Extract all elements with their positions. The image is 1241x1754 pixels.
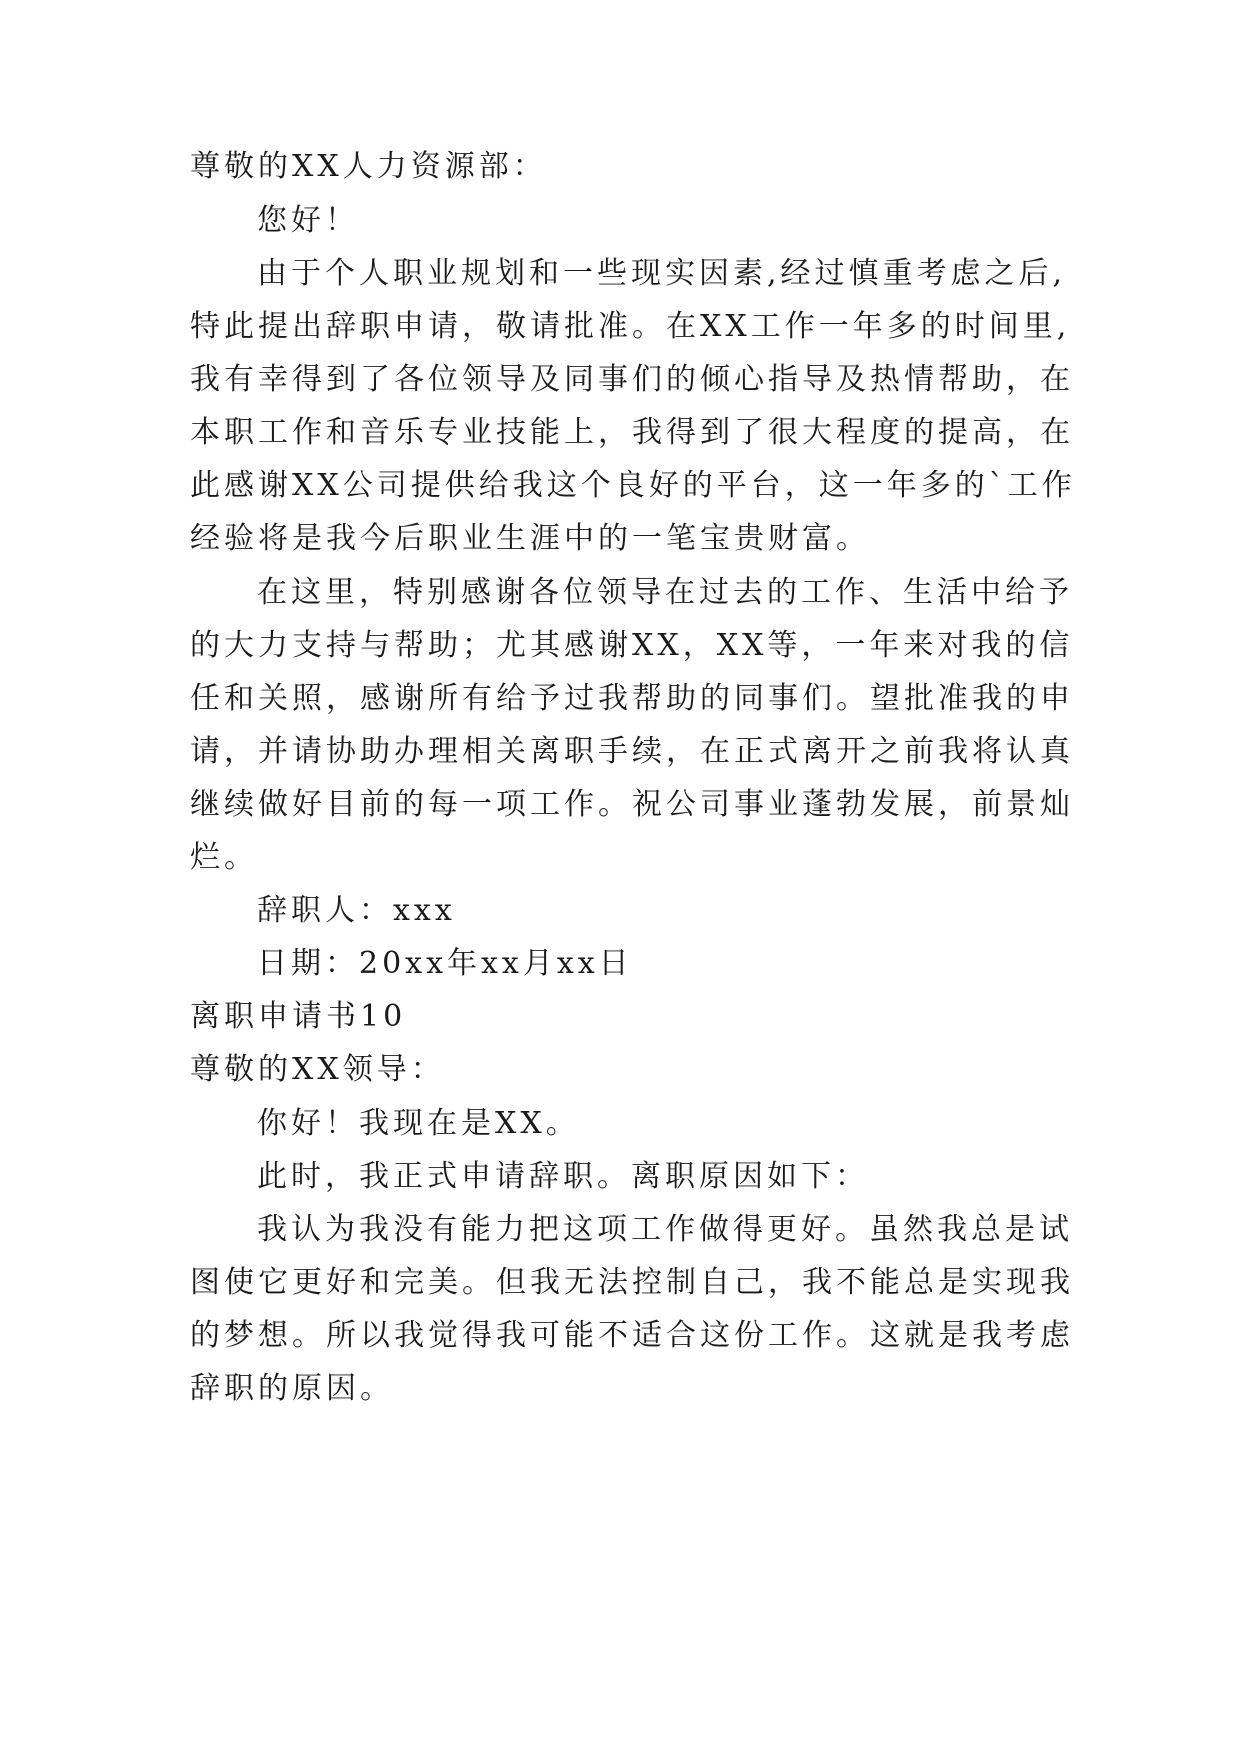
paragraph-line: 我有幸得到了各位领导及同事们的倾心指导及热情帮助，在 xyxy=(190,362,1074,397)
greeting: 你好！我现在是XX。 xyxy=(257,1106,580,1141)
paragraph-line: 图使它更好和完美。但我无法控制自己，我不能总是实现我 xyxy=(190,1265,1074,1300)
paragraph-line: 任和关照，感谢所有给予过我帮助的同事们。望批准我的申 xyxy=(190,681,1074,716)
section-title: 离职申请书10 xyxy=(190,999,407,1034)
paragraph-line: 继续做好目前的每一项工作。祝公司事业蓬勃发展，前景灿 xyxy=(190,787,1074,822)
paragraph-line: 经验将是我今后职业生涯中的一笔宝贵财富。 xyxy=(190,521,870,556)
paragraph-line: 请，并请协助办理相关离职手续，在正式离开之前我将认真 xyxy=(190,734,1074,769)
salutation: 尊敬的XX领导： xyxy=(190,1052,445,1087)
paragraph-line: 烂。 xyxy=(190,840,258,875)
paragraph-line: 的梦想。所以我觉得我可能不适合这份工作。这就是我考虑 xyxy=(190,1318,1074,1353)
greeting: 您好！ xyxy=(257,203,359,238)
signer: 辞职人：xxx xyxy=(257,893,456,928)
paragraph-line: 在这里，特别感谢各位领导在过去的工作、生活中给予 xyxy=(257,575,1073,610)
paragraph-line: 特此提出辞职申请，敬请批准。在XX工作一年多的时间里, xyxy=(190,309,1071,344)
paragraph-line: 由于个人职业规划和一些现实因素,经过慎重考虑之后, xyxy=(257,256,1067,291)
paragraph-line: 辞职的原因。 xyxy=(190,1371,394,1406)
paragraph-line: 我认为我没有能力把这项工作做得更好。虽然我总是试 xyxy=(257,1212,1073,1247)
date: 日期：20xx年xx月xx日 xyxy=(257,946,633,981)
intro-line: 此时，我正式申请辞职。离职原因如下： xyxy=(257,1159,869,1194)
paragraph-line: 本职工作和音乐专业技能上，我得到了很大程度的提高，在 xyxy=(190,415,1074,450)
paragraph-line: 此感谢XX公司提供给我这个良好的平台，这一年多的`工作 xyxy=(190,468,1076,503)
paragraph-line: 的大力支持与帮助；尤其感谢XX，XX等，一年来对我的信 xyxy=(190,628,1074,663)
salutation: 尊敬的XX人力资源部： xyxy=(190,149,547,184)
